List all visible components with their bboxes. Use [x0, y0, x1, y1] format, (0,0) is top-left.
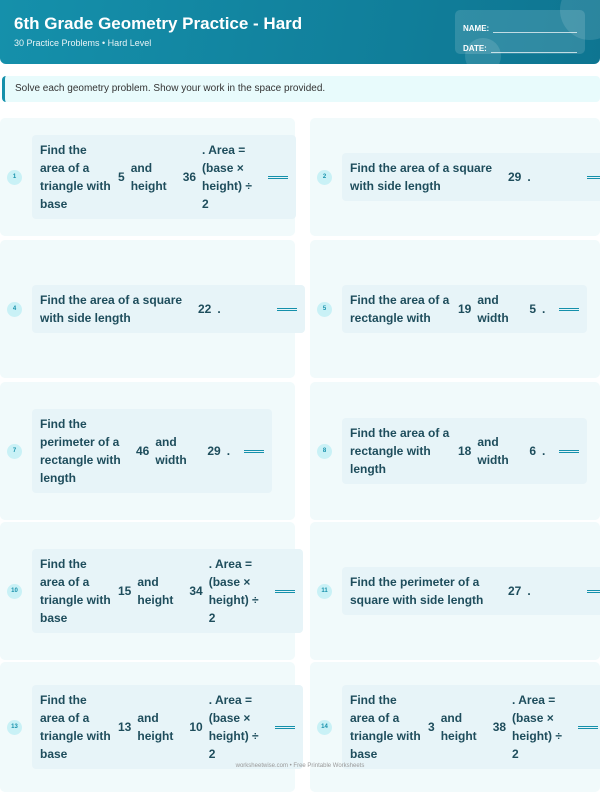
problem-phrase: . [217, 302, 221, 316]
problem-phrase: and height [440, 711, 477, 743]
problem-card [310, 522, 600, 660]
problem-number: 14 [317, 720, 332, 735]
answer-blank[interactable] [275, 726, 295, 729]
name-date-box [455, 10, 585, 54]
problem-phrase: Find the perimeter of a square with side length [350, 575, 484, 607]
problem-value: 27 [508, 584, 522, 598]
problem-value: 29 [207, 444, 221, 458]
problem-value: 46 [136, 444, 150, 458]
problem-phrase: . Area = (base × height) ÷ 2 [202, 143, 252, 211]
problem-text [342, 285, 587, 333]
problem-card [310, 240, 600, 378]
problem-value: 22 [198, 302, 212, 316]
problem-number: 7 [7, 444, 22, 459]
problem-text [32, 285, 305, 333]
answer-blank[interactable] [587, 590, 600, 593]
problem-value: 13 [118, 720, 132, 734]
problem-number: 5 [317, 302, 332, 317]
problem-phrase: . Area = (base × height) ÷ 2 [208, 557, 259, 625]
problem-text [342, 567, 600, 615]
answer-blank[interactable] [244, 450, 264, 453]
instructions: Solve each geometry problem. Show your work in the space provided. [2, 76, 600, 102]
problem-value: 15 [118, 584, 132, 598]
problem-phrase: Find the area of a triangle with base [350, 693, 421, 761]
problem-number: 10 [7, 584, 22, 599]
problem-text [32, 685, 303, 769]
problem-phrase: and height [137, 711, 174, 743]
problem-phrase: Find the area of a triangle with base [40, 143, 111, 211]
problem-text [342, 153, 600, 201]
problem-text [342, 418, 587, 484]
problem-number: 4 [7, 302, 22, 317]
problem-card [310, 662, 600, 792]
page-subtitle: 30 Practice Problems • Hard Level [14, 38, 152, 48]
problem-value: 36 [182, 170, 197, 184]
worksheet-header [0, 0, 600, 64]
problem-card [0, 662, 295, 792]
problem-phrase: Find the area of a rectangle with length [350, 426, 450, 476]
problem-number: 2 [317, 170, 332, 185]
problem-phrase: Find the area of a triangle with base [40, 557, 111, 625]
problem-value: 6 [529, 444, 537, 458]
problem-number: 8 [317, 444, 332, 459]
problem-value: 3 [428, 720, 435, 734]
problem-phrase: and height [130, 161, 167, 193]
problem-phrase: . [226, 444, 231, 458]
problem-card [0, 118, 295, 236]
problem-value: 18 [458, 444, 472, 458]
problem-card [310, 118, 600, 236]
problem-value: 29 [508, 170, 522, 184]
problem-value: 34 [189, 584, 203, 598]
answer-blank[interactable] [587, 176, 600, 179]
problem-number: 11 [317, 584, 332, 599]
answer-blank[interactable] [277, 308, 297, 311]
problem-text [32, 135, 296, 219]
answer-blank[interactable] [559, 450, 579, 453]
problem-value: 5 [118, 170, 125, 184]
problem-phrase: and width [155, 435, 187, 467]
problem-text [32, 409, 272, 493]
problem-phrase: and width [477, 435, 509, 467]
problem-phrase: Find the area of a triangle with base [40, 693, 111, 761]
problem-number: 13 [7, 720, 22, 735]
problem-value: 19 [458, 302, 472, 316]
problem-value: 38 [492, 720, 507, 734]
problem-card [0, 522, 295, 660]
problem-phrase: Find the area of a square with side length [350, 161, 493, 193]
problem-phrase: and width [477, 293, 509, 325]
name-field[interactable] [493, 24, 577, 33]
answer-blank[interactable] [578, 726, 598, 729]
answer-blank[interactable] [559, 308, 579, 311]
problem-phrase: Find the perimeter of a rectangle with length [40, 417, 121, 485]
problem-phrase: . [527, 584, 531, 598]
problem-phrase: Find the area of a square with side length [40, 293, 183, 325]
problem-card [0, 240, 295, 378]
problem-text [342, 685, 600, 769]
date-label: DATE: [463, 44, 487, 53]
problem-number: 1 [7, 170, 22, 185]
problem-phrase: . [542, 444, 546, 458]
date-field[interactable] [491, 44, 577, 53]
problem-phrase: . Area = (base × height) ÷ 2 [512, 693, 562, 761]
problem-card [310, 382, 600, 520]
problem-text [32, 549, 303, 633]
problem-card [0, 382, 295, 520]
problem-phrase: . Area = (base × height) ÷ 2 [208, 693, 259, 761]
footer: worksheetwise.com • Free Printable Worksheets [235, 763, 365, 769]
problem-value: 10 [189, 720, 203, 734]
problem-value: 5 [529, 302, 537, 316]
page-title: 6th Grade Geometry Practice - Hard [14, 14, 303, 33]
problem-phrase: Find the area of a rectangle with [350, 293, 450, 325]
problem-phrase: . [527, 170, 531, 184]
problem-phrase: . [542, 302, 546, 316]
name-label: NAME: [463, 24, 490, 33]
problem-phrase: and height [137, 575, 174, 607]
answer-blank[interactable] [268, 176, 288, 179]
answer-blank[interactable] [275, 590, 295, 593]
